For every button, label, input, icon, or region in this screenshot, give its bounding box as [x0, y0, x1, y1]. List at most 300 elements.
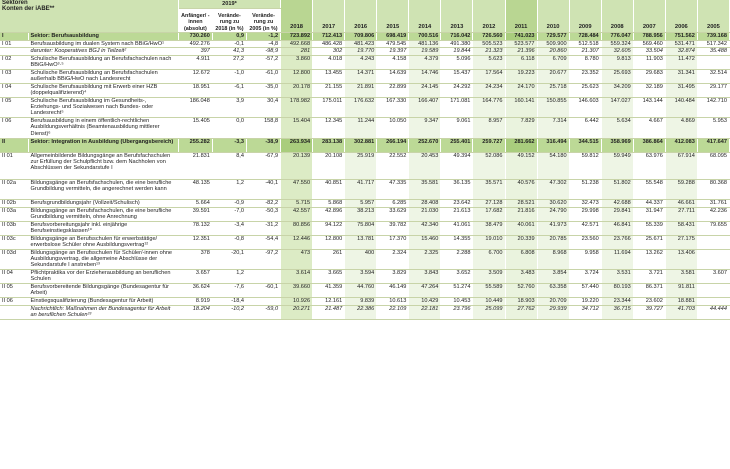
- row-code: II 03d: [0, 249, 28, 270]
- row-code: I 03: [0, 69, 28, 83]
- cell-year-value: 46.149: [377, 284, 409, 298]
- cell-year-value: [697, 298, 729, 306]
- cell-year-value: 68.095: [697, 152, 729, 179]
- cell-year-value: 22.552: [377, 152, 409, 179]
- cell-absolute: 39.591: [178, 207, 212, 221]
- cell-year-value: 712.413: [313, 33, 345, 41]
- cell-year-value: 15.437: [441, 69, 473, 83]
- cell-absolute: 492.276: [178, 40, 212, 48]
- cell-year-value: 5.096: [441, 55, 473, 69]
- cell-absolute: 21.831: [178, 152, 212, 179]
- cell-year-value: 31.495: [665, 83, 697, 97]
- cell-year-value: 31.947: [633, 207, 665, 221]
- cell-year-value: 492.668: [281, 40, 313, 48]
- cell-year-value: 11.472: [665, 55, 697, 69]
- cell-year-value: 9.813: [601, 55, 633, 69]
- cell-absolute: 397: [178, 48, 212, 56]
- cell-year-value: 17.564: [473, 69, 505, 83]
- cell-year-value: 27.762: [505, 305, 537, 319]
- cell-year-value: 12.446: [281, 235, 313, 249]
- cell-year-value: 2.288: [441, 249, 473, 270]
- table-row: [0, 249, 730, 270]
- cell-year-value: 15.460: [409, 235, 441, 249]
- cell-year-value: 358.969: [601, 138, 633, 152]
- cell-year-value: 21.307: [569, 48, 601, 56]
- cell-year-value: 9.347: [409, 118, 441, 139]
- row-code: II 05: [0, 284, 28, 298]
- cell-year-value: 25.718: [537, 83, 569, 97]
- cell-year-value: 42.688: [601, 200, 633, 208]
- cell-year-value: 23.796: [441, 305, 473, 319]
- cell-year-value: [697, 235, 729, 249]
- row-code: [0, 48, 28, 56]
- cell-year-value: 726.560: [473, 33, 505, 41]
- table-row: [0, 270, 730, 284]
- cell-year-value: 723.892: [281, 33, 313, 41]
- cell-year-value: 20.709: [537, 298, 569, 306]
- cell-year-value: 49.152: [505, 152, 537, 179]
- cell-year-value: 21.396: [505, 48, 537, 56]
- table-row: [0, 298, 730, 306]
- cell-change-2018: 27,2: [212, 55, 246, 69]
- cell-year-value: 40.061: [505, 221, 537, 235]
- cell-year-value: 80.193: [601, 284, 633, 298]
- cell-year-value: 263.934: [281, 138, 313, 152]
- cell-year-value: 25.693: [601, 69, 633, 83]
- cell-change-2005: -60,1: [246, 284, 280, 298]
- year-header: 2012: [473, 0, 505, 33]
- table-row: [0, 118, 730, 139]
- cell-year-value: 728.484: [569, 33, 601, 41]
- abs-col-header: Anfänger/ -innen (absolut): [178, 9, 212, 33]
- cell-year-value: 491.380: [441, 40, 473, 48]
- cell-absolute: 12.672: [178, 69, 212, 83]
- cell-change-2018: -18,4: [212, 298, 246, 306]
- change-2018-col-header: Verände- rung zu 2018 (in %): [212, 9, 246, 33]
- cell-year-value: 44.444: [697, 305, 729, 319]
- cell-change-2018: -1,0: [212, 69, 246, 83]
- cell-year-value: 164.776: [473, 97, 505, 118]
- row-code: II 06: [0, 298, 28, 306]
- cell-year-value: 3.854: [537, 270, 569, 284]
- cell-year-value: 386.864: [633, 138, 665, 152]
- cell-year-value: 281.662: [505, 138, 537, 152]
- cell-year-value: 47.550: [281, 179, 313, 200]
- cell-year-value: 21.155: [313, 83, 345, 97]
- row-code: I 01: [0, 40, 28, 48]
- cell-year-value: 13.781: [345, 235, 377, 249]
- cell-year-value: 776.047: [601, 33, 633, 41]
- cell-year-value: 176.632: [345, 97, 377, 118]
- cell-year-value: 3.509: [473, 270, 505, 284]
- cell-year-value: 11.244: [345, 118, 377, 139]
- cell-year-value: 729.577: [537, 33, 569, 41]
- cell-year-value: 252.670: [409, 138, 441, 152]
- cell-year-value: 51.274: [441, 284, 473, 298]
- cell-year-value: 3.721: [633, 270, 665, 284]
- cell-year-value: 10.050: [377, 118, 409, 139]
- cell-year-value: 42.557: [281, 207, 313, 221]
- cell-year-value: 80.368: [697, 179, 729, 200]
- cell-year-value: 47.264: [409, 284, 441, 298]
- cell-absolute: 186.048: [178, 97, 212, 118]
- row-label: Berufsgrundbildungsjahr (Vollzeit/Schulisch): [28, 200, 178, 208]
- cell-year-value: 10.926: [281, 298, 313, 306]
- table-row: [0, 235, 730, 249]
- cell-year-value: 3.652: [441, 270, 473, 284]
- cell-year-value: 14.355: [441, 235, 473, 249]
- table-header: [0, 0, 730, 33]
- cell-year-value: 6.709: [537, 55, 569, 69]
- cell-year-value: 700.516: [409, 33, 441, 41]
- cell-year-value: 14.746: [409, 69, 441, 83]
- row-label: darunter: Kooperatives BGJ in Teilzeit²: [28, 48, 178, 56]
- cell-year-value: 41.973: [537, 221, 569, 235]
- row-label: Berufsausbildung im dualen System nach BBiG/HwO¹: [28, 40, 178, 48]
- cell-year-value: 3.843: [409, 270, 441, 284]
- cell-year-value: 40.851: [313, 179, 345, 200]
- cell-year-value: 175.011: [313, 97, 345, 118]
- cell-change-2005: -31,2: [246, 221, 280, 235]
- cell-year-value: 25.671: [633, 235, 665, 249]
- row-code: II 04: [0, 270, 28, 284]
- cell-year-value: 479.545: [377, 40, 409, 48]
- cell-year-value: 400: [345, 249, 377, 270]
- cell-absolute: 3.657: [178, 270, 212, 284]
- cell-year-value: 57.440: [569, 284, 601, 298]
- cell-change-2005: -57,2: [246, 55, 280, 69]
- cell-change-2018: -0,8: [212, 235, 246, 249]
- cell-year-value: 10.449: [473, 298, 505, 306]
- cell-year-value: 33.629: [377, 207, 409, 221]
- cell-year-value: 32.874: [665, 48, 697, 56]
- cell-change-2005: -82,2: [246, 200, 280, 208]
- cell-year-value: 42.236: [697, 207, 729, 221]
- row-code: I 05: [0, 97, 28, 118]
- cell-year-value: 20.453: [409, 152, 441, 179]
- year-header: 2011: [505, 0, 537, 33]
- cell-year-value: 5.953: [697, 118, 729, 139]
- cell-year-value: 38.479: [473, 221, 505, 235]
- cell-year-value: 42.896: [313, 207, 345, 221]
- cell-year-value: 46.661: [665, 200, 697, 208]
- cell-year-value: 698.419: [377, 33, 409, 41]
- year-header: 2005: [697, 0, 729, 33]
- cell-year-value: 8.968: [537, 249, 569, 270]
- cell-year-value: 8.780: [569, 55, 601, 69]
- cell-change-2018: -6,1: [212, 83, 246, 97]
- sector-row: [0, 33, 730, 41]
- row-label: Berufsvorbereitende Bildungsgänge (Bundesagentur für Arbeit): [28, 284, 178, 298]
- cell-absolute: 48.135: [178, 179, 212, 200]
- corner-line1: Sektoren: [2, 0, 28, 6]
- cell-year-value: 9.958: [569, 249, 601, 270]
- row-label: Berufsausbildung in einem öffentlich-rechtlichen Ausbildungsverhältnis (Beamtenausbildung mittlerer Dienst)⁶: [28, 118, 178, 139]
- cell-year-value: 24.292: [441, 83, 473, 97]
- cell-year-value: 31.341: [665, 69, 697, 83]
- cell-year-value: 11.903: [633, 55, 665, 69]
- cell-year-value: 20.860: [537, 48, 569, 56]
- cell-absolute: 18.951: [178, 83, 212, 97]
- cell-year-value: 13.262: [633, 249, 665, 270]
- cell-year-value: 44.760: [345, 284, 377, 298]
- cell-year-value: 3.829: [377, 270, 409, 284]
- cell-year-value: 32.189: [633, 83, 665, 97]
- row-code: II 02b: [0, 200, 28, 208]
- cell-change-2018: -3,4: [212, 221, 246, 235]
- row-code: I: [0, 33, 28, 41]
- cell-year-value: 52.086: [473, 152, 505, 179]
- table-body: [0, 33, 730, 320]
- cell-year-value: 32.473: [569, 200, 601, 208]
- cell-change-2005: -67,9: [246, 152, 280, 179]
- cell-year-value: 44.337: [633, 200, 665, 208]
- change-2005-col-header: Verände- rung zu 2005 (in %): [246, 9, 280, 33]
- cell-year-value: 20.108: [313, 152, 345, 179]
- cell-year-value: 512.518: [569, 40, 601, 48]
- row-label: Pflichtpraktika vor der Erzieherausbildung an beruflichen Schulen: [28, 270, 178, 284]
- cell-year-value: 28.408: [409, 200, 441, 208]
- cell-year-value: 41.717: [345, 179, 377, 200]
- cell-year-value: 12.800: [281, 69, 313, 83]
- cell-year-value: 3.724: [569, 270, 601, 284]
- row-label: Schulische Berufsausbildung mit Erwerb einer HZB (doppelqualifizierend)⁴: [28, 83, 178, 97]
- cell-year-value: 27.175: [665, 235, 697, 249]
- cell-year-value: 24.145: [409, 83, 441, 97]
- cell-year-value: 63.358: [537, 284, 569, 298]
- cell-change-2018: 0,9: [212, 33, 246, 41]
- row-label: Nachrichtlich: Maßnahmen der Bundesagentur für Arbeit an beruflichen Schulen²³: [28, 305, 178, 319]
- row-label: Sektor: Integration in Ausbildung (Übergangsbereich): [28, 138, 178, 152]
- cell-year-value: 171.081: [441, 97, 473, 118]
- cell-year-value: 509.900: [537, 40, 569, 48]
- cell-change-2005: -1,2: [246, 33, 280, 41]
- cell-year-value: 25.099: [473, 305, 505, 319]
- cell-year-value: 41.061: [441, 221, 473, 235]
- cell-change-2005: -98,9: [246, 48, 280, 56]
- row-label: Schulische Berufsausbildung an Berufsfachschulen außerhalb BBiG/HwO nach Landesrecht: [28, 69, 178, 83]
- cell-change-2018: 1,2: [212, 179, 246, 200]
- cell-year-value: 20.139: [281, 152, 313, 179]
- cell-year-value: 517.342: [697, 40, 729, 48]
- cell-year-value: 20.178: [281, 83, 313, 97]
- cell-year-value: 4.379: [409, 55, 441, 69]
- table-row: [0, 207, 730, 221]
- year-header: 2007: [633, 0, 665, 33]
- cell-year-value: 63.976: [633, 152, 665, 179]
- cell-year-value: 17.682: [473, 207, 505, 221]
- cell-year-value: 23.602: [633, 298, 665, 306]
- cell-change-2018: 41,3: [212, 48, 246, 56]
- cell-year-value: 21.891: [345, 83, 377, 97]
- cell-year-value: 19.844: [441, 48, 473, 56]
- cell-year-value: 86.371: [633, 284, 665, 298]
- cell-year-value: 5.868: [313, 200, 345, 208]
- table-row: [0, 152, 730, 179]
- row-label: Bildungsgänge an Berufsschulen für erwerbstätige/ erwerbslose Schüler ohne Ausbildungsvertrag¹²: [28, 235, 178, 249]
- cell-year-value: [697, 284, 729, 298]
- year-header: 2015: [377, 0, 409, 33]
- cell-year-value: 20.339: [505, 235, 537, 249]
- table-row: [0, 221, 730, 235]
- cell-year-value: 12.345: [313, 118, 345, 139]
- cell-year-value: 29.939: [537, 305, 569, 319]
- cell-year-value: 19.010: [473, 235, 505, 249]
- cell-year-value: 4.667: [633, 118, 665, 139]
- cell-year-value: 3.531: [601, 270, 633, 284]
- cell-year-value: 22.386: [345, 305, 377, 319]
- cell-year-value: 7.829: [505, 118, 537, 139]
- cell-year-value: 20.677: [537, 69, 569, 83]
- cell-change-2005: -38,9: [246, 138, 280, 152]
- cell-change-2018: -0,1: [212, 40, 246, 48]
- cell-year-value: 34.209: [601, 83, 633, 97]
- row-label: Sektor: Berufsausbildung: [28, 33, 178, 41]
- cell-year-value: 39.727: [633, 305, 665, 319]
- cell-year-value: 24.790: [537, 207, 569, 221]
- cell-change-2018: 8,4: [212, 152, 246, 179]
- cell-year-value: 13.455: [313, 69, 345, 83]
- cell-year-value: 6.118: [505, 55, 537, 69]
- corner-line2: Konten der iABE**: [2, 6, 55, 13]
- cell-year-value: 91.811: [665, 284, 697, 298]
- cell-year-value: 5.715: [281, 200, 313, 208]
- cell-year-value: 21.323: [473, 48, 505, 56]
- year-header: 2017: [313, 0, 345, 33]
- cell-year-value: 486.428: [313, 40, 345, 48]
- cell-year-value: 21.030: [409, 207, 441, 221]
- cell-year-value: 505.523: [473, 40, 505, 48]
- cell-year-value: 38.213: [345, 207, 377, 221]
- row-code: I 02: [0, 55, 28, 69]
- cell-year-value: 52.760: [505, 284, 537, 298]
- cell-year-value: 344.515: [569, 138, 601, 152]
- cell-change-2005: -61,0: [246, 69, 280, 83]
- cell-year-value: 302: [313, 48, 345, 56]
- cell-year-value: 22.181: [409, 305, 441, 319]
- row-code: [0, 305, 28, 319]
- cell-year-value: 23.344: [601, 298, 633, 306]
- year-header: 2016: [345, 0, 377, 33]
- year-header: 2008: [601, 0, 633, 33]
- cell-year-value: 19.220: [569, 298, 601, 306]
- cell-year-value: 55.589: [473, 284, 505, 298]
- cell-year-value: 39.660: [281, 284, 313, 298]
- cell-year-value: 19.397: [377, 48, 409, 56]
- cell-year-value: 9.839: [345, 298, 377, 306]
- cell-year-value: 23.642: [441, 200, 473, 208]
- table-row: [0, 179, 730, 200]
- cell-year-value: 34.712: [569, 305, 601, 319]
- cell-change-2005: 158,8: [246, 118, 280, 139]
- cell-year-value: 143.144: [633, 97, 665, 118]
- cell-year-value: 412.083: [665, 138, 697, 152]
- row-label: Bildungsgänge an Berufsschulen für Schüler/-innen ohne Ausbildungsvertrag, die allgemeine Abschlüsse der Sekundarstufe I anstreben¹³: [28, 249, 178, 270]
- cell-year-value: 59.812: [569, 152, 601, 179]
- cell-change-2005: -50,3: [246, 207, 280, 221]
- cell-year-value: 12.800: [313, 235, 345, 249]
- cell-year-value: 140.484: [665, 97, 697, 118]
- cell-change-2018: -20,1: [212, 249, 246, 270]
- cell-year-value: 59.949: [601, 152, 633, 179]
- cell-year-value: 150.855: [537, 97, 569, 118]
- row-code: II 03c: [0, 235, 28, 249]
- cell-year-value: 40.576: [505, 179, 537, 200]
- cell-absolute: 730.260: [178, 33, 212, 41]
- cell-year-value: [697, 249, 729, 270]
- cell-year-value: [697, 55, 729, 69]
- cell-year-value: 3.483: [505, 270, 537, 284]
- cell-year-value: 3.665: [313, 270, 345, 284]
- table-row: [0, 83, 730, 97]
- cell-change-2018: 1,2: [212, 270, 246, 284]
- cell-change-2005: -40,1: [246, 179, 280, 200]
- cell-year-value: 21.816: [505, 207, 537, 221]
- cell-year-value: 259.727: [473, 138, 505, 152]
- cell-year-value: 10.613: [377, 298, 409, 306]
- cell-year-value: 46.841: [601, 221, 633, 235]
- cell-absolute: 255.282: [178, 138, 212, 152]
- cell-change-2005: -4,8: [246, 40, 280, 48]
- cell-year-value: 4.243: [345, 55, 377, 69]
- cell-year-value: 4.018: [313, 55, 345, 69]
- cell-change-2005: -35,0: [246, 83, 280, 97]
- row-code: I 06: [0, 118, 28, 139]
- table-row: [0, 69, 730, 83]
- cell-year-value: 80.856: [281, 221, 313, 235]
- cell-year-value: 7.314: [537, 118, 569, 139]
- cell-year-value: 21.613: [441, 207, 473, 221]
- cell-absolute: 12.351: [178, 235, 212, 249]
- cell-year-value: 35.571: [473, 179, 505, 200]
- cell-year-value: 18.881: [665, 298, 697, 306]
- cell-year-value: 24.234: [473, 83, 505, 97]
- cell-year-value: 160.141: [505, 97, 537, 118]
- cell-year-value: 36.715: [601, 305, 633, 319]
- cell-year-value: 35.488: [697, 48, 729, 56]
- cell-year-value: 316.494: [537, 138, 569, 152]
- cell-year-value: 20.271: [281, 305, 313, 319]
- cell-year-value: 31.761: [697, 200, 729, 208]
- cell-absolute: 15.405: [178, 118, 212, 139]
- cell-year-value: 302.881: [345, 138, 377, 152]
- cell-change-2018: -3,3: [212, 138, 246, 152]
- cell-change-2018: -0,9: [212, 200, 246, 208]
- cell-year-value: 3.581: [665, 270, 697, 284]
- table-row: [0, 40, 730, 48]
- cell-year-value: 32.514: [697, 69, 729, 83]
- cell-year-value: 19.223: [505, 69, 537, 83]
- table-row: [0, 48, 730, 56]
- cell-year-value: 28.521: [505, 200, 537, 208]
- cell-year-value: 178.982: [281, 97, 313, 118]
- cell-year-value: 283.138: [313, 138, 345, 152]
- cell-year-value: 167.330: [377, 97, 409, 118]
- cell-change-2018: -7,6: [212, 284, 246, 298]
- cell-year-value: 21.487: [313, 305, 345, 319]
- cell-year-value: 42.571: [569, 221, 601, 235]
- cell-year-value: 569.460: [633, 40, 665, 48]
- cell-year-value: 51.802: [601, 179, 633, 200]
- cell-year-value: 266.194: [377, 138, 409, 152]
- group-2019-header: 2019*: [178, 0, 280, 9]
- cell-year-value: 39.782: [377, 221, 409, 235]
- cell-year-value: 3.614: [281, 270, 313, 284]
- cell-change-2005: -97,2: [246, 249, 280, 270]
- cell-year-value: 36.135: [441, 179, 473, 200]
- cell-absolute: 8.919: [178, 298, 212, 306]
- cell-year-value: 14.639: [377, 69, 409, 83]
